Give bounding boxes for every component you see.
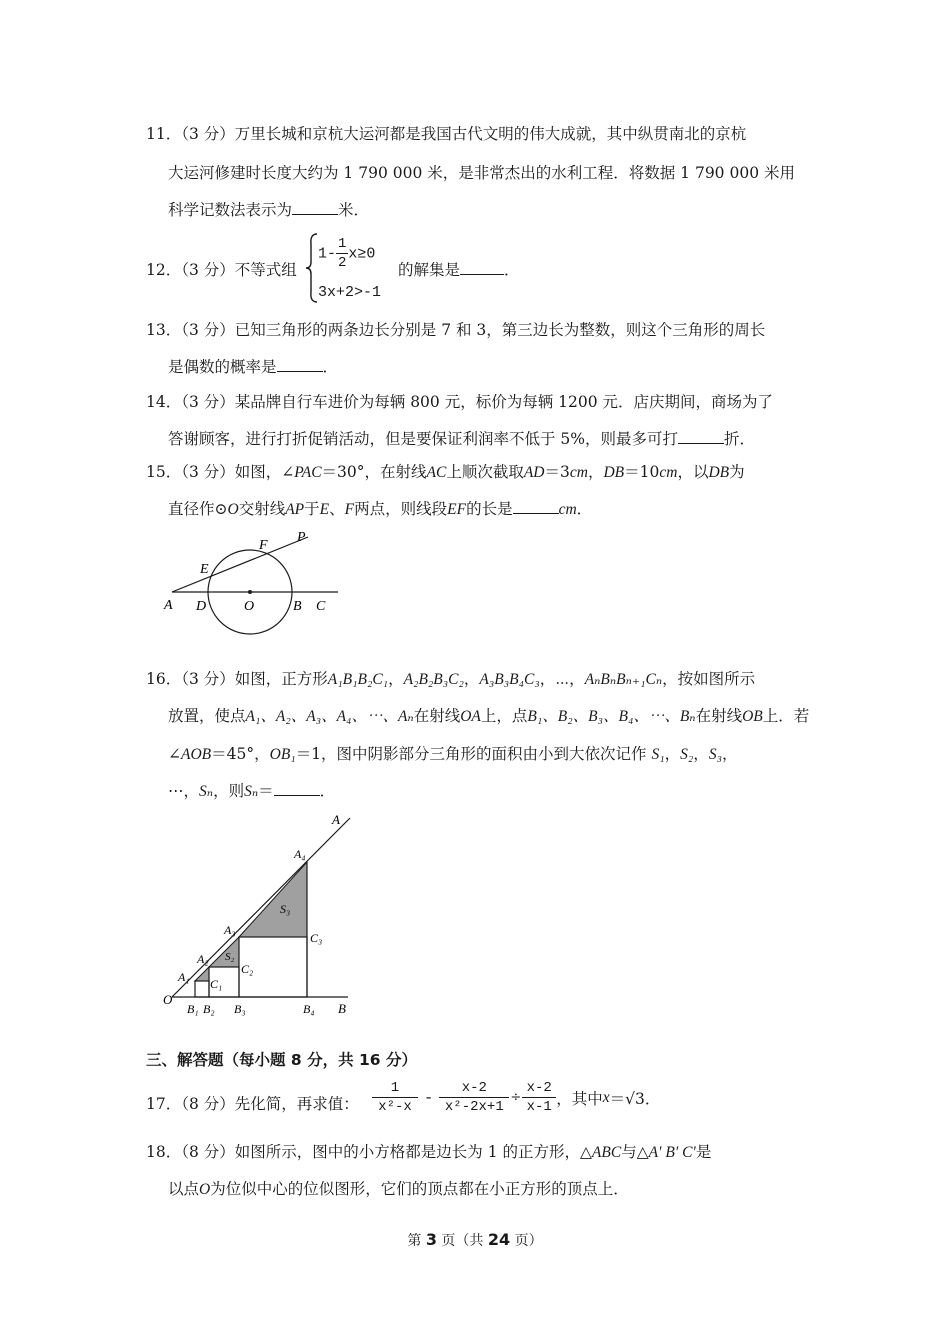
answer-blank <box>460 260 504 275</box>
t: ， <box>693 745 709 763</box>
square-1: A₁B₁B₂C₁ <box>327 671 389 688</box>
segment-ef: EF <box>447 501 467 518</box>
q12-eq1-b: x≥0 <box>348 245 376 263</box>
fraction-numerator: x-2 <box>439 1080 509 1098</box>
fraction-denominator: 2 <box>338 255 347 271</box>
ray-ac: AC <box>426 464 447 481</box>
fraction-denominator: x²-x <box>378 1099 412 1115</box>
t: 在射线 <box>413 707 461 725</box>
q16-line3 <box>168 744 737 765</box>
label-s3: S₃ <box>280 902 291 916</box>
t: 于 <box>304 500 320 518</box>
answer-blank <box>292 200 338 215</box>
triangle-a-prime: △A′ B′ C′ <box>636 1144 696 1161</box>
q13-text: 是偶数的概率是 <box>168 358 277 376</box>
s2: S₂ <box>680 746 694 763</box>
footer-text: 第 <box>407 1233 426 1249</box>
label-b: B <box>338 1001 346 1016</box>
q12-suffix <box>398 260 520 280</box>
q18-line2 <box>168 1179 629 1200</box>
left-brace-icon <box>305 232 319 304</box>
t: 上顺次截取 <box>446 463 524 481</box>
t: ＝3 <box>544 463 570 481</box>
q11-text: 科学记数法表示为 <box>168 201 293 219</box>
q11-line1: 11．（3 分）万里长城和京杭大运河都是我国古代文明的伟大成就，其中纵贯南北的京杭 <box>146 125 747 143</box>
q12-eq1-a: 1- <box>318 245 337 263</box>
t: 交射线 <box>238 500 286 518</box>
label-b2: B₂ <box>203 1002 215 1016</box>
label-f: F <box>259 538 268 553</box>
unit-cm: cm <box>558 501 577 518</box>
t: 两点，则线段 <box>354 500 448 518</box>
q14-text: 答谢顾客，进行打折促销活动，但是要保证利润率不低于 5%，则最多可打 <box>168 430 679 448</box>
ray-ap: AP <box>285 501 305 518</box>
fraction-denominator: x-1 <box>526 1099 552 1115</box>
q18-line1 <box>146 1142 711 1163</box>
t: ， <box>463 670 480 688</box>
q14-end: 折． <box>724 430 756 448</box>
square-2: A₂B₂B₃C₂ <box>403 671 464 688</box>
square-3: A₃B₃B₄C₃ <box>479 671 540 688</box>
triangle-abc: △ABC <box>579 1144 622 1161</box>
t: ＝ <box>258 782 274 800</box>
square-n: AₙBₙBₙ₊₁Cₙ <box>584 671 663 688</box>
t: 上，点 <box>480 707 528 725</box>
label-a4: A₄ <box>294 847 306 861</box>
t: 与 <box>621 1143 637 1161</box>
answer-blank <box>274 781 320 796</box>
t: ． <box>576 500 593 518</box>
label-b: B <box>293 599 302 614</box>
footer-text: 页） <box>510 1233 543 1249</box>
fraction-numerator: 1 <box>372 1080 418 1098</box>
q14-line1: 14．（3 分）某品牌自行车进价为每辆 800 元，标价为每辆 1200 元．店庆期间，商场为了 <box>146 393 774 411</box>
q17-text: ＝√3． <box>609 1089 661 1108</box>
segment-db: DB <box>708 464 730 481</box>
q15-line2 <box>168 499 592 520</box>
label-o: O <box>163 992 173 1007</box>
q15-line1 <box>146 462 745 483</box>
t: ． <box>319 782 336 800</box>
shaded-triangle-s1 <box>195 967 209 981</box>
point-f: F <box>344 501 355 518</box>
square-1-shape <box>195 981 209 997</box>
ray-oa-line <box>172 818 350 997</box>
q13-line2 <box>168 357 338 377</box>
t: 是 <box>695 1143 712 1161</box>
s3: S₃ <box>708 746 722 763</box>
shaded-triangle-s2 <box>209 937 239 967</box>
t: 直径作⊙ <box>168 500 228 518</box>
segment-db: DB <box>603 464 625 481</box>
segment-ob1: OB₁ <box>269 746 296 763</box>
point-o: O <box>227 501 239 518</box>
t: 15．（3 分）如图， <box>146 463 282 481</box>
t: ，以 <box>677 463 709 481</box>
fraction-numerator: 1 <box>338 236 347 252</box>
label-o: O <box>244 599 255 614</box>
variable-x: x <box>602 1088 610 1106</box>
footer-text: 页（共 <box>436 1233 488 1249</box>
t: 的长是 <box>466 500 513 518</box>
s1: S₁ <box>651 746 665 763</box>
t: 18．（8 分）如图所示，图中的小方格都是边长为 1 的正方形， <box>146 1143 580 1161</box>
label-c: C <box>316 599 326 614</box>
t: ， <box>587 463 604 481</box>
label-c3: C₃ <box>310 931 323 945</box>
label-c2: C₂ <box>241 962 254 976</box>
t: ，则 <box>213 782 245 800</box>
answer-blank <box>277 357 323 372</box>
page-footer <box>0 1230 950 1250</box>
q12-prefix: 12．（3 分）不等式组 <box>146 261 297 279</box>
unit-cm: cm <box>569 464 588 481</box>
label-a2: A₂ <box>197 952 209 966</box>
t: 以点 <box>168 1180 200 1198</box>
label-p: P <box>297 530 306 545</box>
q12-inequality-1 <box>318 236 375 271</box>
t: ∠ <box>168 745 181 763</box>
label-b4: B₄ <box>303 1002 315 1016</box>
t: 、 <box>329 500 345 518</box>
q13-end: ． <box>322 358 339 376</box>
sn: Sₙ <box>199 783 214 800</box>
q17-expression <box>372 1080 660 1115</box>
fraction-numerator: x-2 <box>522 1080 556 1098</box>
q15-circle-figure <box>160 525 340 640</box>
t: ， <box>664 745 681 763</box>
fraction-denominator: x²-2x+1 <box>444 1099 504 1115</box>
ray-ap-line <box>172 537 308 592</box>
t: ＝30°，在射线 <box>321 463 427 481</box>
shaded-triangle-s3 <box>239 862 307 937</box>
q16-squares-figure <box>160 810 360 1020</box>
angle-pac: ∠PAC <box>281 464 322 481</box>
points-b: B₁、B₂、B₃、B₄、⋯、Bₙ <box>527 708 696 725</box>
t: ，⋯， <box>539 670 585 688</box>
t: ， <box>721 745 738 763</box>
fraction-2 <box>439 1080 509 1115</box>
q17-prefix: 17．（8 分）先化简，再求值： <box>146 1095 359 1113</box>
point-o: O <box>199 1181 211 1198</box>
points-a: A₁、A₂、A₃、A₄、⋯、Aₙ <box>245 708 414 725</box>
t: 上．若 <box>762 707 810 725</box>
section-title: 三、解答题（每小题 8 分，共 16 分） <box>146 1051 417 1069</box>
q17-text: ，其中 <box>556 1089 603 1108</box>
q11-line3 <box>168 200 369 220</box>
q12-post: 的解集是 <box>398 261 461 279</box>
q12-fraction <box>336 236 348 271</box>
minus-sign: - <box>424 1088 434 1107</box>
t: ， <box>388 670 404 688</box>
label-b1: B₁ <box>187 1002 199 1016</box>
divide-sign: ÷ <box>510 1090 522 1105</box>
sn: Sₙ <box>244 783 259 800</box>
ray-ob: OB <box>742 708 763 725</box>
fraction-1 <box>372 1080 418 1115</box>
q16-line1 <box>146 669 755 690</box>
label-a: A <box>332 812 340 827</box>
page-number: 3 <box>425 1230 437 1249</box>
q14-line2 <box>168 429 755 449</box>
label-e: E <box>200 562 209 577</box>
t: 16．（3 分）如图，正方形 <box>146 670 328 688</box>
q16-line4 <box>168 781 335 802</box>
q12-inequality-2: 3x+2>-1 <box>318 284 382 301</box>
t: ⋯， <box>168 782 200 800</box>
t: 为位似中心的位似图形，它们的顶点都在小正方形的顶点上． <box>210 1180 629 1198</box>
t: 为 <box>729 463 745 481</box>
t: ＝10 <box>624 463 660 481</box>
t: 在射线 <box>695 707 743 725</box>
ray-oa: OA <box>460 708 481 725</box>
q11-line2: 大运河修建时长度大约为 1 790 000 米，是非常杰出的水利工程．将数据 1 790 000 米用 <box>168 164 795 182</box>
label-a1: A₁ <box>178 970 190 984</box>
page-total: 24 <box>487 1230 511 1249</box>
t: 放置，使点 <box>168 707 246 725</box>
fraction-3 <box>522 1080 556 1115</box>
point-e: E <box>319 501 330 518</box>
label-b3: B₃ <box>234 1002 246 1016</box>
center-dot <box>248 590 252 594</box>
q11-text-end: 米． <box>338 201 370 219</box>
t: ＝1，图中阴影部分三角形的面积由小到大依次记作 <box>295 745 647 763</box>
answer-blank <box>678 429 724 444</box>
label-a3: A₃ <box>224 923 236 937</box>
t: ，按如图所示 <box>662 670 756 688</box>
label-d: D <box>196 599 207 614</box>
label-c1: C₁ <box>210 977 223 991</box>
q16-line2 <box>168 706 809 727</box>
t: ＝45°， <box>211 745 270 763</box>
q13-line1: 13．（3 分）已知三角形的两条边长分别是 7 和 3，第三边长为整数，则这个三角形的周长 <box>146 321 766 339</box>
angle-aob: AOB <box>181 746 212 763</box>
label-s2: S₂ <box>225 951 235 963</box>
label-a: A <box>164 598 173 613</box>
unit-cm: cm <box>659 464 678 481</box>
answer-blank <box>513 499 559 514</box>
q12-end: ． <box>504 261 520 279</box>
segment-ad: AD <box>523 464 545 481</box>
